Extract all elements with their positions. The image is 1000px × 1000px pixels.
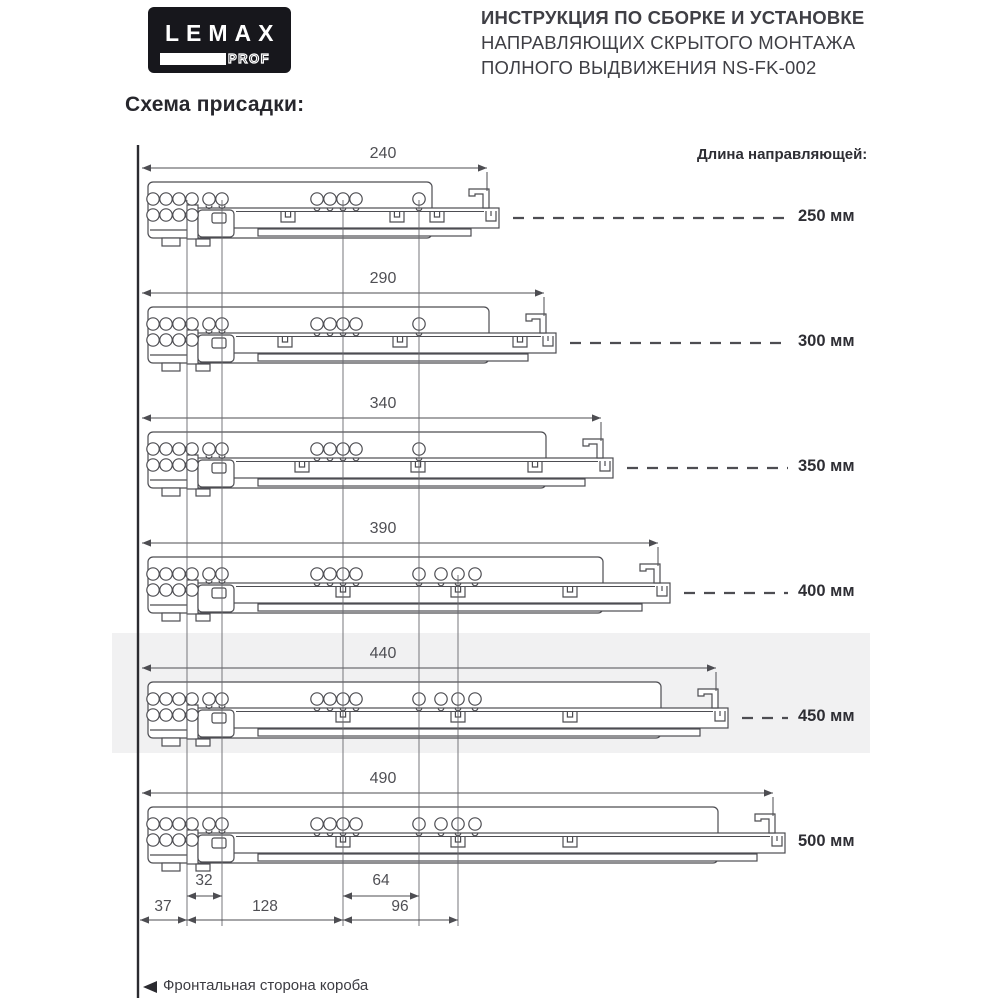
bottom-dim-d64: 64 bbox=[372, 872, 390, 889]
front-side-note: Фронтальная сторона короба bbox=[163, 977, 369, 994]
slide-row-350мм bbox=[142, 414, 788, 496]
length-label-1: 300 мм bbox=[798, 332, 855, 350]
length-label-3: 400 мм bbox=[798, 582, 855, 600]
drill-dimension-5: 490 bbox=[369, 770, 397, 787]
bottom-dim-d96: 96 bbox=[391, 898, 409, 915]
front-side-arrow-icon bbox=[143, 981, 157, 993]
length-label-4: 450 мм bbox=[798, 707, 855, 725]
section-title: Схема присадки: bbox=[125, 93, 305, 116]
drill-dimension-2: 340 bbox=[369, 395, 397, 412]
drill-dimension-0: 240 bbox=[369, 145, 397, 162]
slide-row-500мм bbox=[142, 789, 785, 871]
drill-dimension-4: 440 bbox=[369, 645, 397, 662]
slide-row-450мм bbox=[142, 664, 788, 746]
length-label-5: 500 мм bbox=[798, 832, 855, 850]
drill-dimension-3: 390 bbox=[369, 520, 397, 537]
bottom-dim-d128: 128 bbox=[252, 898, 278, 915]
bottom-dim-d37: 37 bbox=[154, 898, 172, 915]
length-legend-header: Длина направляющей: bbox=[697, 146, 868, 163]
logo-sub-text: PROF bbox=[228, 51, 271, 66]
title-line-1: ИНСТРУКЦИЯ ПО СБОРКЕ И УСТАНОВКЕ bbox=[481, 7, 865, 28]
slide-row-300мм bbox=[142, 289, 788, 371]
logo-brand-text: LEMAX bbox=[165, 20, 281, 46]
length-label-2: 350 мм bbox=[798, 457, 855, 475]
length-label-0: 250 мм bbox=[798, 207, 855, 225]
title-line-2: НАПРАВЛЯЮЩИХ СКРЫТОГО МОНТАЖА bbox=[481, 32, 856, 53]
title-line-3: ПОЛНОГО ВЫДВИЖЕНИЯ NS-FK-002 bbox=[481, 57, 817, 78]
slide-row-400мм bbox=[142, 539, 788, 621]
bottom-dim-d32: 32 bbox=[195, 872, 213, 889]
slide-row-250мм bbox=[142, 164, 788, 246]
drill-dimension-1: 290 bbox=[369, 270, 397, 287]
